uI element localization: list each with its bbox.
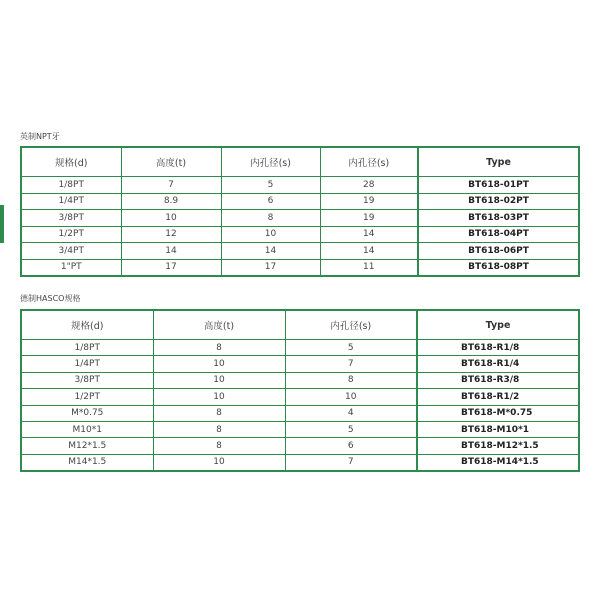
- inner-diameter-cell: 17: [221, 259, 320, 276]
- type-cell: BT618-M*0.75: [417, 405, 579, 421]
- header-size: 规格(d): [21, 310, 153, 340]
- type-cell: BT618-R3/8: [417, 372, 579, 388]
- header-type: Type: [418, 147, 579, 177]
- height-cell: 17: [121, 259, 221, 276]
- height-cell: 10: [153, 454, 285, 471]
- inner-diameter-2-cell: 19: [320, 193, 418, 210]
- size-cell: 1/2PT: [21, 226, 121, 243]
- inner-diameter-2-cell: 28: [320, 177, 418, 194]
- table-row: [21, 356, 579, 372]
- height-cell: 8: [153, 438, 285, 454]
- inner-diameter-cell: 5: [285, 340, 417, 356]
- type-cell: BT618-M12*1.5: [417, 438, 579, 454]
- height-cell: 14: [121, 243, 221, 260]
- side-accent-bar: [0, 205, 4, 243]
- table-header-row: [21, 147, 579, 177]
- header-inner-diameter: 内孔径(s): [221, 147, 320, 177]
- height-cell: 12: [121, 226, 221, 243]
- hasco-spec-table: [20, 309, 580, 472]
- height-cell: 10: [121, 210, 221, 227]
- inner-diameter-cell: 8: [285, 372, 417, 388]
- size-cell: 1/2PT: [21, 389, 153, 405]
- inner-diameter-2-cell: 14: [320, 243, 418, 260]
- type-cell: BT618-R1/2: [417, 389, 579, 405]
- inner-diameter-cell: 6: [221, 193, 320, 210]
- npt-section-title: 英制NPT牙: [20, 132, 60, 141]
- size-cell: M*0.75: [21, 405, 153, 421]
- header-type: Type: [417, 310, 579, 340]
- type-cell: BT618-M14*1.5: [417, 454, 579, 471]
- table-header-row: [21, 310, 579, 340]
- header-height: 高度(t): [121, 147, 221, 177]
- type-cell: BT618-03PT: [418, 210, 579, 227]
- type-cell: BT618-06PT: [418, 243, 579, 260]
- type-cell: BT618-04PT: [418, 226, 579, 243]
- height-cell: 8: [153, 421, 285, 437]
- size-cell: M12*1.5: [21, 438, 153, 454]
- inner-diameter-cell: 14: [221, 243, 320, 260]
- inner-diameter-cell: 4: [285, 405, 417, 421]
- type-cell: BT618-R1/4: [417, 356, 579, 372]
- size-cell: 1/4PT: [21, 356, 153, 372]
- table-row: [21, 193, 579, 210]
- table-row: [21, 177, 579, 194]
- inner-diameter-2-cell: 14: [320, 226, 418, 243]
- inner-diameter-cell: 10: [285, 389, 417, 405]
- height-cell: 8: [153, 340, 285, 356]
- table-row: [21, 389, 579, 405]
- table-row: [21, 259, 579, 276]
- inner-diameter-cell: 10: [221, 226, 320, 243]
- table-row: [21, 372, 579, 388]
- header-size: 规格(d): [21, 147, 121, 177]
- inner-diameter-cell: 7: [285, 454, 417, 471]
- size-cell: 1/4PT: [21, 193, 121, 210]
- table-row: [21, 226, 579, 243]
- height-cell: 10: [153, 389, 285, 405]
- size-cell: 1/8PT: [21, 177, 121, 194]
- type-cell: BT618-01PT: [418, 177, 579, 194]
- height-cell: 10: [153, 372, 285, 388]
- table-row: [21, 243, 579, 260]
- height-cell: 10: [153, 356, 285, 372]
- npt-spec-table: [20, 146, 580, 277]
- inner-diameter-cell: 8: [221, 210, 320, 227]
- table-row: [21, 421, 579, 437]
- size-cell: 3/8PT: [21, 372, 153, 388]
- size-cell: M14*1.5: [21, 454, 153, 471]
- inner-diameter-2-cell: 19: [320, 210, 418, 227]
- header-inner-diameter: 内孔径(s): [285, 310, 417, 340]
- height-cell: 8: [153, 405, 285, 421]
- size-cell: 3/4PT: [21, 243, 121, 260]
- table-row: [21, 210, 579, 227]
- type-cell: BT618-M10*1: [417, 421, 579, 437]
- size-cell: M10*1: [21, 421, 153, 437]
- size-cell: 3/8PT: [21, 210, 121, 227]
- type-cell: BT618-R1/8: [417, 340, 579, 356]
- inner-diameter-cell: 6: [285, 438, 417, 454]
- header-height: 高度(t): [153, 310, 285, 340]
- header-inner-diameter-2: 内孔径(s): [320, 147, 418, 177]
- size-cell: 1"PT: [21, 259, 121, 276]
- size-cell: 1/8PT: [21, 340, 153, 356]
- table-row: [21, 438, 579, 454]
- height-cell: 8.9: [121, 193, 221, 210]
- hasco-section-title: 德制HASCO规格: [20, 294, 81, 303]
- inner-diameter-cell: 5: [221, 177, 320, 194]
- inner-diameter-2-cell: 11: [320, 259, 418, 276]
- type-cell: BT618-02PT: [418, 193, 579, 210]
- inner-diameter-cell: 5: [285, 421, 417, 437]
- inner-diameter-cell: 7: [285, 356, 417, 372]
- table-row: [21, 454, 579, 471]
- table-row: [21, 405, 579, 421]
- type-cell: BT618-08PT: [418, 259, 579, 276]
- table-row: [21, 340, 579, 356]
- height-cell: 7: [121, 177, 221, 194]
